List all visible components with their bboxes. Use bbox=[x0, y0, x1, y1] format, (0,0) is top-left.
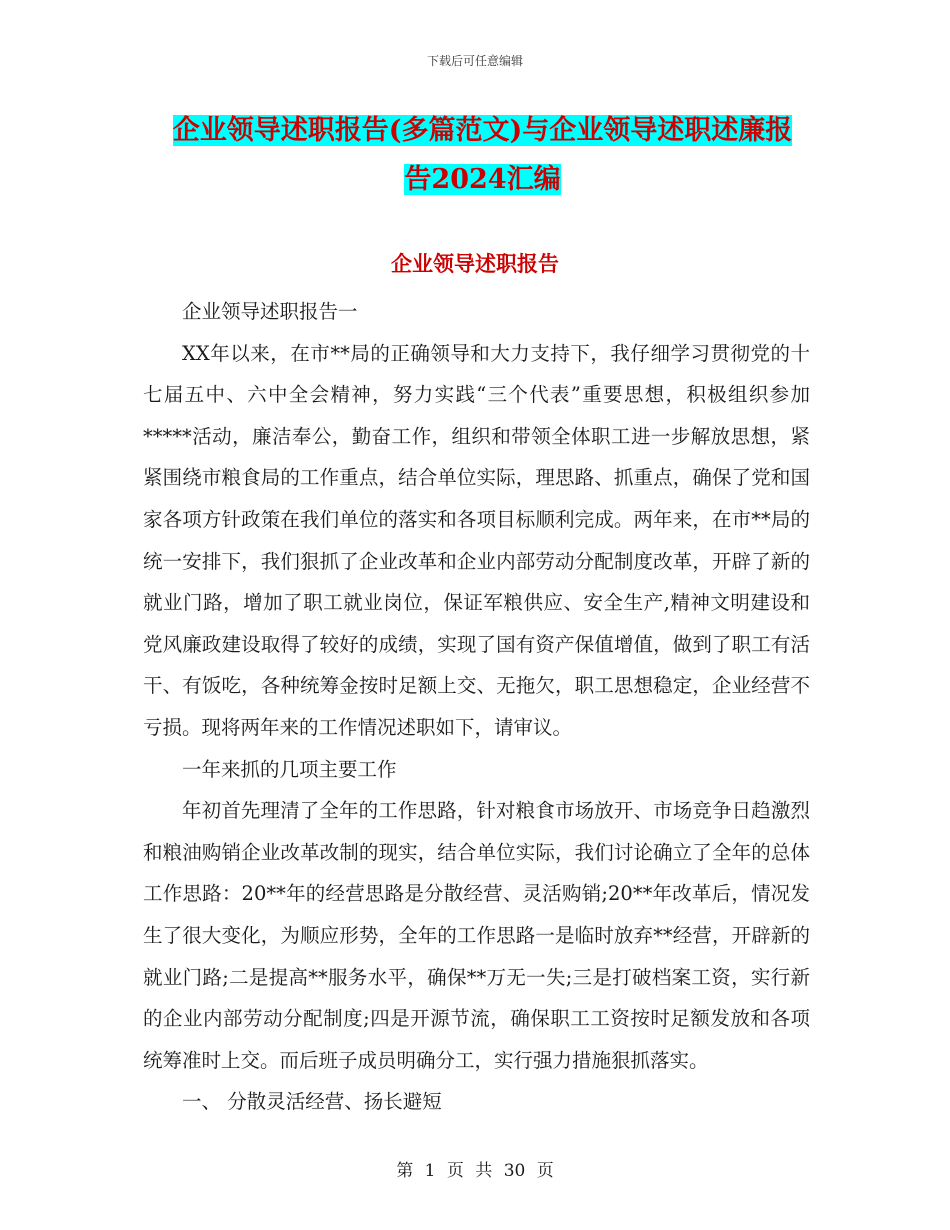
document-title-line-2: 告2024汇编 bbox=[404, 164, 561, 195]
paragraph: 年初首先理清了全年的工作思路，针对粮食市场放开、市场竞争日趋激烈和粮油购销企业改革改制的现实，结合单位实际，我们讨论确立了全年的总体工作思路：20**年的经营思路是分散经营、灵活购销;20**年改革后，情况发生了很大变化，为顺应形势，全年的工作思路一是临时放弃**经营，开辟新的就业门路;二是提高**服务水平，确保**万无一失;三是打破档案工资，实行新的企业内部劳动分配制度;四是开源节流，确保职工工资按时足额发放和各项统筹准时上交。而后班子成员明确分工，实行强力措施狠抓落实。 bbox=[143, 799, 810, 1072]
paragraph: XX年以来，在市**局的正确领导和大力支持下，我仔细学习贯彻党的十七届五中、六中全会精神，努力实践“三个代表”重要思想，积极组织参加*****活动，廉洁奉公，勤奋工作，组织和带领全体职工进一步解放思想，紧紧围绕市粮食局的工作重点，结合单位实际，理思路、抓重点，确保了党和国家各项方针政策在我们单位的落实和各项目标顺利完成。两年来，在市**局的统一安排下，我们狠抓了企业改革和企业内部劳动分配制度改革，开辟了新的就业门路，增加了职工就业岗位，保证军粮供应、安全生产,精神文明建设和党风廉政建设取得了较好的成绩，实现了国有资产保值增值，做到了职工有活干、有饭吃，各种统筹金按时足额上交、无拖欠，职工思想稳定，企业经营不亏损。现将两年来的工作情况述职如下，请审议。 bbox=[143, 341, 810, 739]
paragraph-heading: 一年来抓的几项主要工作 bbox=[182, 757, 397, 781]
document-title-line-1: 企业领导述职报告(多篇范文)与企业领导述职述廉报 bbox=[172, 115, 793, 146]
section-heading: 企业领导述职报告 bbox=[391, 251, 559, 276]
document-title bbox=[145, 106, 820, 204]
body-text bbox=[143, 291, 810, 1123]
paragraph-heading: 一、 分散灵活经营、扬长避短 bbox=[182, 1090, 442, 1114]
header-note: 下载后可任意编辑 bbox=[426, 54, 523, 68]
page-number-footer: 第 1 页 共 30 页 bbox=[396, 1161, 554, 1181]
paragraph-subtitle: 企业领导述职报告一 bbox=[182, 300, 358, 323]
